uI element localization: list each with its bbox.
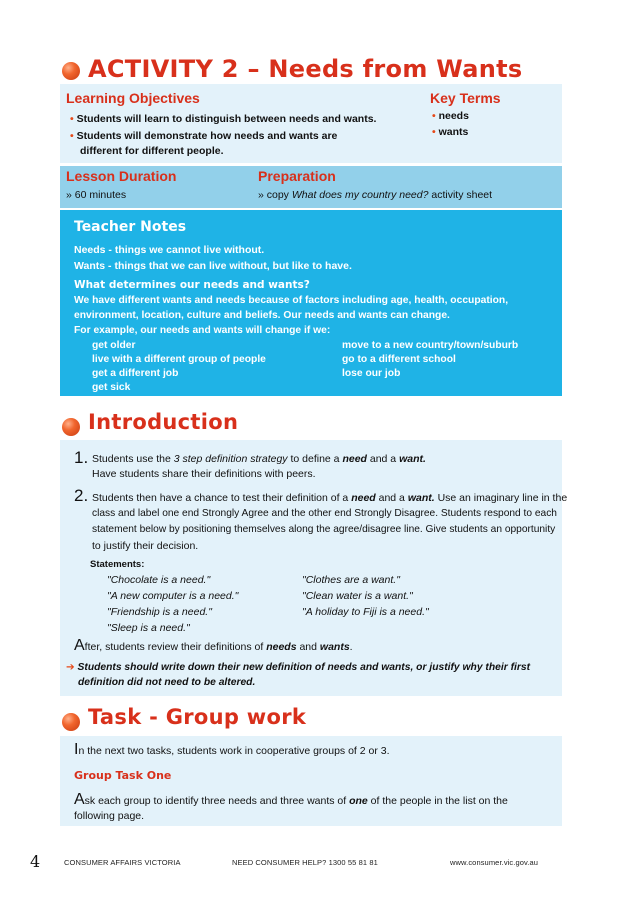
step-two-text-line: to justify their decision. xyxy=(92,540,199,552)
teacher-notes-line: environment, location, culture and beliefs. Our needs and wants can change. xyxy=(74,310,450,321)
group-task-text-line2: following page. xyxy=(74,810,145,822)
statement-item: "Chocolate is a need." xyxy=(107,574,211,586)
objective-item-continued: different for different people. xyxy=(80,145,224,157)
preparation-value: » copy What does my country need? activity sheet xyxy=(258,189,493,201)
footer-organisation: CONSUMER AFFAIRS VICTORIA xyxy=(64,858,181,867)
bullet-ball-icon xyxy=(62,713,80,731)
page-number: 4 xyxy=(30,852,41,871)
change-factor-item: get a different job xyxy=(92,368,179,379)
introduction-heading: Introduction xyxy=(88,410,239,434)
change-factor-item: lose our job xyxy=(342,368,401,379)
statement-item: "Friendship is a need." xyxy=(107,606,212,618)
teacher-notes-heading: Teacher Notes xyxy=(74,219,187,235)
statement-item: "A holiday to Fiji is a need." xyxy=(302,606,429,618)
bullet-ball-icon xyxy=(62,418,80,436)
statement-item: "Clothes are a want." xyxy=(302,574,400,586)
step-two-text: Students then have a chance to test their definition of a need and a want. Use an imaginary line in the xyxy=(92,492,568,504)
statement-item: "Clean water is a want." xyxy=(302,590,413,602)
key-term-item: • needs xyxy=(432,110,469,122)
change-factor-item: get sick xyxy=(92,382,131,393)
teacher-notes-line: For example, our needs and wants will change if we: xyxy=(74,325,331,336)
footer-helpline: NEED CONSUMER HELP? 1300 55 81 81 xyxy=(232,858,378,867)
footer-website: www.consumer.vic.gov.au xyxy=(450,858,539,867)
key-term-item: • wants xyxy=(432,126,469,138)
statements-label: Statements: xyxy=(90,559,145,570)
bullet-ball-icon xyxy=(62,62,80,80)
activity-title: ACTIVITY 2 – Needs from Wants xyxy=(88,55,523,83)
preparation-heading: Preparation xyxy=(258,168,336,184)
conclusion-text: ➔ Students should write down their new definition of needs and wants, or justify why their first xyxy=(66,662,531,673)
task-intro-text: In the next two tasks, students work in cooperative groups of 2 or 3. xyxy=(74,741,390,758)
step-one-text-line2: Have students share their definitions with peers. xyxy=(92,468,316,480)
lesson-duration-value: » 60 minutes xyxy=(66,189,127,201)
key-terms-heading: Key Terms xyxy=(430,90,501,106)
wants-definition: Wants - things that we can live without, but like to have. xyxy=(74,260,352,272)
objective-item: • Students will demonstrate how needs and wants are xyxy=(70,130,338,142)
teacher-notes-line: We have different wants and needs because of factors including age, health, occupation, xyxy=(74,295,509,306)
arrow-right-icon: ➔ xyxy=(66,662,75,673)
group-task-text: Ask each group to identify three needs and three wants of one of the people in the list on the xyxy=(74,791,508,808)
needs-definition: Needs - things we cannot live without. xyxy=(74,244,265,256)
step-number: 1. xyxy=(74,448,89,467)
after-review-text: After, students review their definitions of needs and wants. xyxy=(74,637,353,654)
learning-objectives-heading: Learning Objectives xyxy=(66,90,200,106)
statement-item: "A new computer is a need." xyxy=(107,590,239,602)
task-heading: Task - Group work xyxy=(88,705,307,729)
conclusion-text-line2: definition did not need to be altered. xyxy=(78,677,256,688)
change-factor-item: get older xyxy=(92,340,136,351)
determines-question: What determines our needs and wants? xyxy=(74,279,310,291)
step-two-text-line: class and label one end Strongly Agree and the other end Strongly Disagree. Students respond to each xyxy=(92,508,557,519)
objective-item: • Students will learn to distinguish between needs and wants. xyxy=(70,113,377,125)
step-one-text: Students use the 3 step definition strategy to define a need and a want. xyxy=(92,453,426,465)
step-two-text-line: statement below by positioning themselves along the agree/disagree line. Give students an opportunity xyxy=(92,524,556,535)
change-factor-item: go to a different school xyxy=(342,354,456,365)
change-factor-item: move to a new country/town/suburb xyxy=(342,340,519,351)
lesson-duration-heading: Lesson Duration xyxy=(66,168,177,184)
change-factor-item: live with a different group of people xyxy=(92,354,266,365)
group-task-heading: Group Task One xyxy=(74,769,172,782)
step-number: 2. xyxy=(74,486,89,505)
statement-item: "Sleep is a need." xyxy=(107,622,190,634)
